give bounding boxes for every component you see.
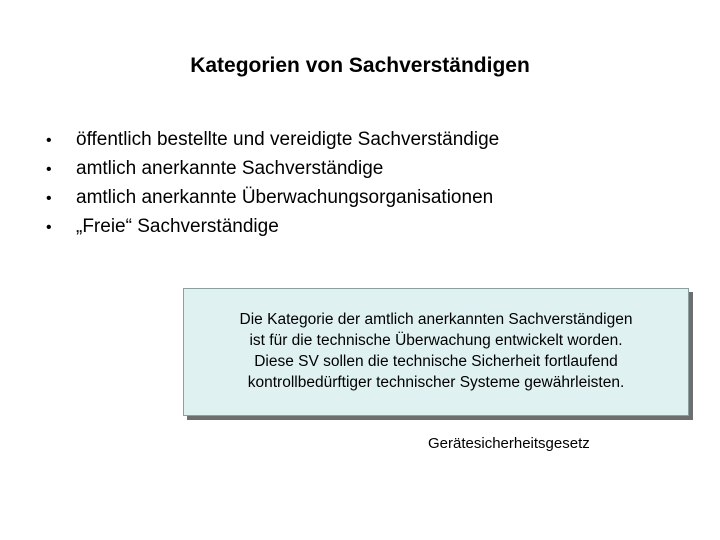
bullet-icon: • — [46, 219, 52, 236]
info-text — [184, 309, 688, 393]
list-item — [46, 125, 499, 154]
source-label: Gerätesicherheitsgesetz — [428, 435, 590, 452]
info-line: kontrollbedürftiger technischer Systeme gewährleisten. — [247, 374, 625, 391]
list-item — [46, 183, 499, 212]
info-line: Diese SV sollen die technische Sicherheit fortlaufend — [254, 353, 618, 370]
info-box — [183, 288, 689, 416]
list-item — [46, 212, 499, 241]
bullet-list — [46, 125, 499, 241]
info-line: ist für die technische Überwachung entwickelt worden. — [249, 332, 623, 349]
info-line: Die Kategorie der amtlich anerkannten Sachverständigen — [239, 311, 633, 328]
bullet-icon: • — [46, 161, 52, 178]
bullet-text: „Freie“ Sachverständige — [76, 216, 279, 237]
bullet-icon: • — [46, 190, 52, 207]
bullet-text: öffentlich bestellte und vereidigte Sachverständige — [76, 129, 500, 150]
list-item — [46, 154, 499, 183]
slide-title: Kategorien von Sachverständigen — [190, 54, 530, 77]
bullet-text: amtlich anerkannte Sachverständige — [76, 158, 384, 179]
bullet-icon: • — [46, 132, 52, 149]
bullet-text: amtlich anerkannte Überwachungsorganisationen — [76, 187, 494, 208]
